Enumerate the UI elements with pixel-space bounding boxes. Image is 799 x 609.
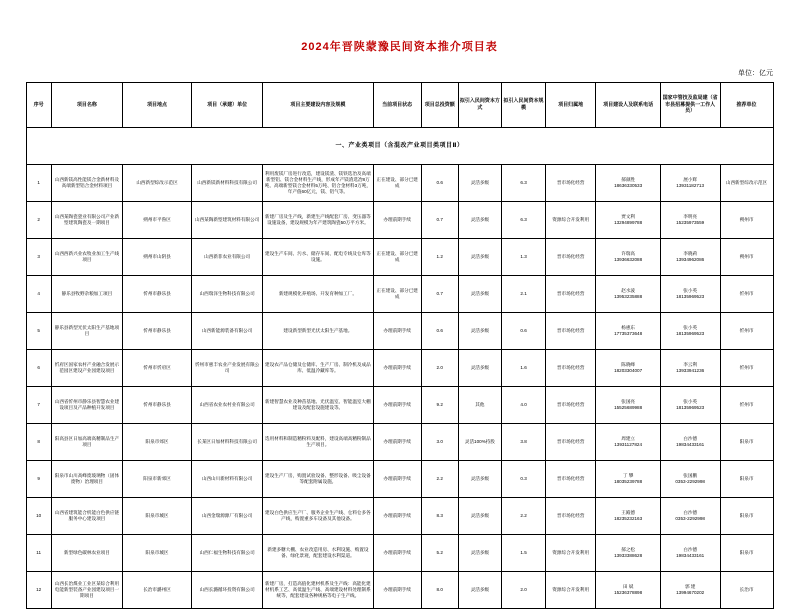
cell-name: 阳泉市山川高峰废玻璃物（固体废物）治理项目	[51, 461, 122, 498]
cell-gov: 李晓莉 13934962086	[660, 239, 720, 276]
cell-contact: 赵水波 13953235888	[596, 276, 660, 313]
cell-place: 阳泉市城区	[123, 498, 192, 535]
cell-recommender: 朔州市	[720, 239, 773, 276]
cell-unit: 山西山川新材料有限公司	[191, 461, 262, 498]
unit-label: 单位：亿元	[738, 70, 773, 77]
table-body	[26, 128, 773, 609]
cell-name: 山西长治煤业工业区某综合利用电能新型装备产业园建设项目一期项目	[51, 572, 122, 609]
cell-recommender: 忻州市	[720, 387, 773, 424]
col-header-mode: 拟引入民间资本方式	[458, 83, 502, 128]
cell-scale: 4.0	[502, 387, 546, 424]
cell-name: 新型绿色碳林农业项目	[51, 535, 122, 572]
col-header-invest: 项目总投资额	[421, 83, 458, 128]
cell-no: 9	[26, 461, 51, 498]
cell-name: 忻府区国家农村产业融合发展示范园区建设产业园建设项目	[51, 350, 122, 387]
cell-name: 山西某陶瓷瓷业有限公司产业新型建筑陶瓷及一期项目	[51, 202, 122, 239]
cell-belong: 晋市场化经营	[545, 424, 596, 461]
cell-belong: 晋市场化经营	[545, 498, 596, 535]
cell-unit: 忻州市惠丰农业产业发展有限公司	[191, 350, 262, 387]
cell-unit: 长某区日加材料科技有限公司	[191, 424, 262, 461]
col-header-contact: 项目建设人及联系电话	[596, 83, 660, 128]
cell-mode: 灵活多级	[458, 165, 502, 202]
cell-recommender: 忻州市	[720, 276, 773, 313]
cell-belong: 晋市场化经营	[545, 461, 596, 498]
cell-invest: 0.7	[421, 202, 458, 239]
cell-no: 12	[26, 572, 51, 609]
table-row	[26, 313, 773, 350]
cell-no: 5	[26, 313, 51, 350]
cell-gov: 郭 建 13994670202	[660, 572, 720, 609]
table-row	[26, 350, 773, 387]
cell-belong: 晋市场化经营	[545, 276, 596, 313]
cell-scale: 2.2	[502, 498, 546, 535]
cell-status: 办理前期手续	[373, 313, 421, 350]
cell-contact: 田 斌 15236378898	[596, 572, 660, 609]
cell-unit: 山西某陶新型建筑材料有限公司	[191, 202, 262, 239]
cell-no: 3	[26, 239, 51, 276]
cell-recommender: 阳泉市	[720, 498, 773, 535]
cell-contact: 周建立 13931127824	[596, 424, 660, 461]
cell-belong: 资源综合开发利用	[545, 202, 596, 239]
cell-recommender: 忻州市	[720, 350, 773, 387]
cell-scale: 1.6	[502, 350, 546, 387]
cell-unit: 山西新镁新材料科技有限公司	[191, 165, 262, 202]
cell-name: 静乐县新型光伏太阳生产基地项目	[51, 313, 122, 350]
cell-invest: 0.6	[421, 313, 458, 350]
cell-invest: 0.7	[421, 276, 458, 313]
cell-contact: 张国亮 15525689988	[596, 387, 660, 424]
cell-recommender: 阳泉市	[720, 424, 773, 461]
col-header-no: 序号	[26, 83, 51, 128]
cell-content: 建设生产厂房，购置试验设备、整形设备、吸尘设备等配套附属设施。	[263, 461, 373, 498]
page-title: 2024年晋陕蒙豫民间资本推介项目表	[301, 41, 498, 53]
cell-unit: 山西金瑞源源厂有限公司	[191, 498, 262, 535]
cell-gov: 李云利 13933941236	[660, 350, 720, 387]
cell-no: 2	[26, 202, 51, 239]
cell-no: 7	[26, 387, 51, 424]
cell-status: 正在建设、部分已建成	[373, 165, 421, 202]
cell-scale: 1.3	[502, 239, 546, 276]
cell-place: 朔州市山阴县	[123, 239, 192, 276]
cell-name: 山西省忻州市静乐县智慧农业建设项目及产品种植开发项目	[51, 387, 122, 424]
cell-mode: 灵活多级	[458, 535, 502, 572]
cell-unit: 山西新能源装备有限公司	[191, 313, 262, 350]
cell-mode: 灵活多级	[458, 498, 502, 535]
table-row	[26, 387, 773, 424]
cell-invest: 1.2	[421, 239, 458, 276]
cell-recommender: 长治市	[720, 572, 773, 609]
cell-invest: 3.0	[421, 424, 458, 461]
cell-gov: 白沙德 0353-2292998	[660, 498, 720, 535]
cell-contact: 丁 攀 18035239788	[596, 461, 660, 498]
cell-unit: 山西瑞泽生物科技有限公司	[191, 276, 262, 313]
cell-invest: 5.2	[421, 535, 458, 572]
cell-invest: 2.0	[421, 350, 458, 387]
projects-table	[26, 82, 774, 609]
cell-status: 办理前期手续	[373, 387, 421, 424]
cell-unit: 山西长潞循环投资有限公司	[191, 572, 262, 609]
cell-gov: 白沙德 19834433161	[660, 535, 720, 572]
cell-recommender: 阳泉市	[720, 535, 773, 572]
cell-mode: 其他	[458, 387, 502, 424]
cell-no: 8	[26, 424, 51, 461]
cell-place: 忻州市静乐县	[123, 387, 192, 424]
col-header-status: 当前项目状态	[373, 83, 421, 128]
cell-belong: 晋市场化经营	[545, 165, 596, 202]
cell-invest: 8.0	[421, 572, 458, 609]
cell-content: 新建多糖大棚、农业改造用房、水利设施、购置设备、绿化景观，配套建设水利渠道。	[263, 535, 373, 572]
col-header-recommender: 推荐单位	[720, 83, 773, 128]
cell-contact: 王殿德 18235232163	[596, 498, 660, 535]
table-row	[26, 276, 773, 313]
cell-no: 4	[26, 276, 51, 313]
cell-place: 长治市潞州区	[123, 572, 192, 609]
table-row	[26, 572, 773, 609]
cell-content: 新建厂房及生产线，新建生产线配套厂房、变压器等设施设备，建设规模为年产建筑陶瓷50万平方米。	[263, 202, 373, 239]
cell-content: 建设新型新型光伏太阳生产基地。	[263, 313, 373, 350]
cell-gov: 展小辉 13931182713	[660, 165, 720, 202]
cell-place: 阳泉市郊区	[123, 424, 192, 461]
cell-recommender: 山西新型综改示范区	[720, 165, 773, 202]
cell-belong: 晋市场化经营	[545, 350, 596, 387]
cell-gov: 张国鹏 0353-2292998	[660, 461, 720, 498]
cell-invest: 0.6	[421, 165, 458, 202]
cell-belong: 晋市场化经营	[545, 387, 596, 424]
cell-place: 山西新型综改示范区	[123, 165, 192, 202]
cell-status: 办理前期手续	[373, 350, 421, 387]
cell-content: 新建智慧农业及种苗基地、光伏温室、智能温室大棚建设及配套设施建设等。	[263, 387, 373, 424]
cell-content: 新建规模化养殖场、开发育种加工厂。	[263, 276, 373, 313]
cell-place: 阳泉市城区	[123, 535, 192, 572]
cell-unit: 山西省农业农村业有限公司	[191, 387, 262, 424]
cell-status: 正在建设、部分已建成	[373, 276, 421, 313]
cell-name: 阳高县区日加高端高精制品生产项目	[51, 424, 122, 461]
cell-contact: 郝之松 13933388628	[596, 535, 660, 572]
cell-belong: 资源综合开发利用	[545, 535, 596, 572]
cell-belong: 晋市场化经营	[545, 239, 596, 276]
cell-no: 11	[26, 535, 51, 572]
cell-scale: 2.1	[502, 276, 546, 313]
cell-unit: 山西新菲农业有限公司	[191, 239, 262, 276]
cell-place: 忻州市静乐县	[123, 313, 192, 350]
cell-place: 朔州市平鲁区	[123, 202, 192, 239]
cell-recommender: 忻州市	[720, 313, 773, 350]
cell-mode: 灵活100%持股	[458, 424, 502, 461]
cell-gov: 张小英 18135969523	[660, 276, 720, 313]
cell-gov: 李明亮 15235973559	[660, 202, 720, 239]
cell-place: 阳泉市新郊区	[123, 461, 192, 498]
cell-place: 忻州市静乐县	[123, 276, 192, 313]
cell-recommender: 朔州市	[720, 202, 773, 239]
document-page	[0, 38, 799, 604]
cell-status: 办理前期手续	[373, 424, 421, 461]
table-header-row	[26, 83, 773, 128]
cell-mode: 灵活多级	[458, 572, 502, 609]
cell-mode: 灵活多级	[458, 313, 502, 350]
cell-status: 办理前期手续	[373, 202, 421, 239]
cell-content: 选用材料和制造精粉料及配料，建设高端高精粉制品生产项目。	[263, 424, 373, 461]
cell-scale: 0.3	[502, 461, 546, 498]
cell-mode: 灵活多级	[458, 461, 502, 498]
cell-content: 建设生产车间、污水、储存车间、配电专线及仓库等设施。	[263, 239, 373, 276]
col-header-scale: 拟引入民间资本规模	[502, 83, 546, 128]
col-header-name: 项目名称	[51, 83, 122, 128]
cell-gov: 张小英 18135969523	[660, 387, 720, 424]
cell-scale: 6.3	[502, 165, 546, 202]
cell-scale: 6.3	[502, 202, 546, 239]
cell-mode: 灵活多级	[458, 350, 502, 387]
cell-scale: 3.8	[502, 424, 546, 461]
cell-invest: 9.2	[421, 387, 458, 424]
cell-mode: 灵活多级	[458, 276, 502, 313]
cell-mode: 灵活多级	[458, 239, 502, 276]
cell-status: 正在建设、部分已建成	[373, 239, 421, 276]
cell-belong: 晋市场化经营	[545, 313, 596, 350]
table-row	[26, 461, 773, 498]
section-title: 一、产业类项目（含混改产业项目类项目Ⅱ）	[26, 128, 773, 165]
table-row	[26, 498, 773, 535]
table-row	[26, 424, 773, 461]
cell-belong: 资源综合开发利用	[545, 572, 596, 609]
cell-name: 静乐县牧野杂粮加工项目	[51, 276, 122, 313]
cell-place: 忻州市忻府区	[123, 350, 192, 387]
col-header-gov: 国家中管技及监局建（省市县招募提供一工作人员）	[660, 83, 720, 128]
cell-scale: 0.6	[502, 313, 546, 350]
cell-recommender: 阳泉市	[720, 461, 773, 498]
cell-status: 办理前期手续	[373, 461, 421, 498]
cell-content: 新建厂房，打造高值化建材机系及生产线：高能化建材机系工艺、高低温生产线、高端建设材料处理制系统等，配套建设各种规格等电子生产线。	[263, 572, 373, 609]
cell-scale: 2.0	[502, 572, 546, 609]
col-header-content: 项目主要建设内容及规模	[263, 83, 373, 128]
cell-status: 办理前期手续	[373, 572, 421, 609]
cell-no: 1	[26, 165, 51, 202]
cell-contact: 郝颜胜 18636330533	[596, 165, 660, 202]
cell-contact: 许瑞高 13936632088	[596, 239, 660, 276]
cell-mode: 灵活多级	[458, 202, 502, 239]
cell-contact: 杨惠东 17735373648	[596, 313, 660, 350]
cell-name: 山西西新兴业农牧业加工生产线项目	[51, 239, 122, 276]
cell-content: 建设农产品仓储及仓储库、生产厂房、制冷机及成品库、低温冷藏库等。	[263, 350, 373, 387]
cell-no: 6	[26, 350, 51, 387]
cell-content: 建设白色供应生产厂、服务企业生产线、仓料仓多各产线，购置重多车设备及其他设备。	[263, 498, 373, 535]
cell-no: 10	[26, 498, 51, 535]
cell-name: 山西新镁高性能镁合金新材料及高端新型铝合金材料项目	[51, 165, 122, 202]
cell-contact: 陈晓峰 18203304007	[596, 350, 660, 387]
cell-content: 利用废镁厂房进行改造，建设镁渣、镁铁选冶及高端新型铝、镁合金材料生产线，形成年产镁渣选冶8万吨、高端新型镁合金材料5万吨、铝合金材料3万吨，年产值60亿元，镁、铝气等。	[263, 165, 373, 202]
cell-unit: 山西仁福生物科技有限公司	[191, 535, 262, 572]
col-header-unit: 项目（承建）单位	[191, 83, 262, 128]
cell-invest: 8.3	[421, 498, 458, 535]
cell-status: 办理前期手续	[373, 498, 421, 535]
cell-status: 办理前期手续	[373, 535, 421, 572]
table-row	[26, 239, 773, 276]
col-header-place: 项目地点	[123, 83, 192, 128]
col-header-belong: 项目归属地	[545, 83, 596, 128]
cell-scale: 1.5	[502, 535, 546, 572]
table-row	[26, 202, 773, 239]
cell-contact: 贾文利 13294899788	[596, 202, 660, 239]
cell-gov: 白沙德 19834433161	[660, 424, 720, 461]
section-header-row	[26, 128, 773, 165]
cell-invest: 2.2	[421, 461, 458, 498]
cell-name: 山西省建筑能合机能白色供应链服务中心建设项目	[51, 498, 122, 535]
cell-gov: 张小英 18135969523	[660, 313, 720, 350]
table-row	[26, 165, 773, 202]
